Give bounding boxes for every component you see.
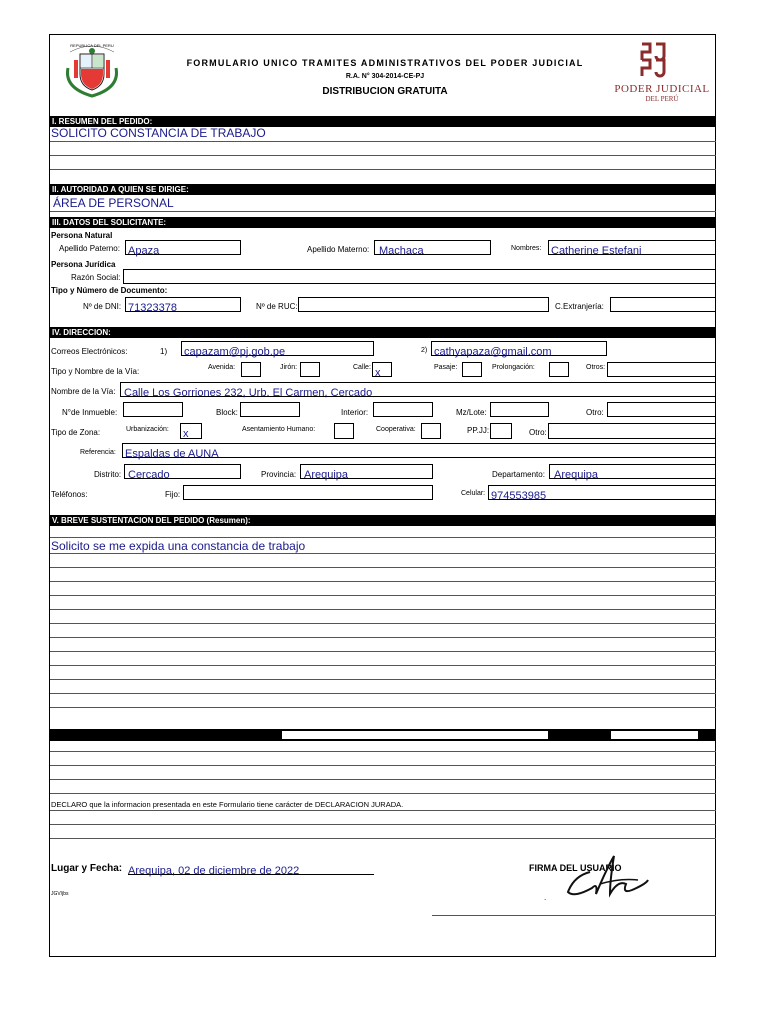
asentamiento-label: Asentamiento Humano:	[242, 426, 316, 433]
section-1-header: I. RESUMEN DEL PEDIDO:	[50, 116, 716, 127]
divider	[50, 679, 716, 680]
departamento-field[interactable]	[549, 464, 716, 479]
pasaje-checkbox[interactable]	[462, 362, 482, 377]
signature-line	[432, 915, 716, 916]
tipo-zona-label: Tipo de Zona:	[51, 428, 101, 437]
divider	[50, 169, 716, 170]
section-4-header: IV. DIRECCION:	[50, 327, 716, 338]
fijo-label: Fijo:	[165, 490, 181, 499]
prolongacion-checkbox[interactable]	[549, 362, 569, 377]
mzlote-field[interactable]	[490, 402, 549, 417]
pasaje-label: Pasaje:	[434, 364, 458, 371]
divider	[50, 765, 716, 766]
otro-label: Otro:	[586, 408, 604, 417]
resolution-number: R.A. N° 304-2014-CE-PJ	[345, 73, 425, 80]
avenida-label: Avenida:	[208, 364, 236, 371]
divider	[50, 793, 716, 794]
nombre-via-label: Nombre de la Vía:	[51, 387, 116, 396]
divider	[50, 651, 716, 652]
apellido-materno-value: Machaca	[379, 245, 424, 257]
divider	[50, 637, 716, 638]
calle-label: Calle:	[353, 364, 371, 371]
divider	[50, 595, 716, 596]
otros-field[interactable]	[607, 362, 716, 377]
departamento-label: Departamento:	[492, 470, 545, 479]
inmueble-label: N°de Inmueble:	[62, 408, 118, 417]
divider	[50, 693, 716, 694]
divider	[50, 751, 716, 752]
logo-name: PODER JUDICIAL	[614, 83, 710, 95]
apellido-paterno-label: Apellido Paterno:	[59, 244, 120, 253]
cooperativa-label: Cooperativa:	[376, 426, 416, 433]
autoridad-value[interactable]: ÁREA DE PERSONAL	[53, 196, 174, 210]
lugar-fecha-value: Arequipa, 02 de diciembre de 2022	[128, 865, 300, 877]
calle-checkbox[interactable]	[372, 362, 392, 377]
divider	[50, 779, 716, 780]
urbanizacion-mark: x	[183, 428, 189, 440]
tipo-documento-label: Tipo y Número de Documento:	[51, 286, 168, 295]
fijo-field[interactable]	[183, 485, 433, 500]
otro-zona-field[interactable]	[548, 423, 716, 439]
otro-zona-label: Otro:	[529, 428, 547, 437]
block-field[interactable]	[240, 402, 300, 417]
divider	[50, 609, 716, 610]
divider	[50, 665, 716, 666]
declaracion-text: DECLARO que la informacion presentada en este Formulario tiene carácter de DECLARACION JURADA.	[51, 800, 404, 809]
razon-social-label: Razón Social:	[71, 273, 121, 282]
distrito-field[interactable]	[124, 464, 241, 479]
inmueble-field[interactable]	[123, 402, 183, 417]
celular-field[interactable]	[488, 485, 716, 500]
nombre-via-field[interactable]	[120, 382, 716, 397]
peru-seal	[60, 38, 124, 100]
telefonos-label: Teléfonos:	[51, 490, 88, 499]
divider	[50, 567, 716, 568]
urbanizacion-checkbox[interactable]	[180, 423, 202, 439]
resumen-value[interactable]: SOLICITO CONSTANCIA DE TRABAJO	[51, 126, 266, 140]
dni-value: 71323378	[128, 302, 177, 314]
divider	[50, 537, 716, 538]
signature	[560, 850, 660, 902]
email-1-field[interactable]	[181, 341, 374, 356]
prolongacion-label: Prolongación:	[492, 364, 535, 371]
dni-label: Nº de DNI:	[83, 302, 122, 311]
asentamiento-checkbox[interactable]	[334, 423, 354, 439]
apellido-paterno-field[interactable]	[125, 240, 241, 255]
referencia-value: Espaldas de AUNA	[125, 448, 219, 460]
svg-text:REPUBLICA DEL PERU: REPUBLICA DEL PERU	[70, 43, 114, 48]
apellido-materno-label: Apellido Materno:	[307, 245, 370, 254]
section-2-header: II. AUTORIDAD A QUIEN SE DIRIGE:	[50, 184, 716, 195]
block-label: Block:	[216, 408, 238, 417]
apellido-paterno-value: Apaza	[128, 245, 160, 257]
ruc-label: Nº de RUC:	[256, 302, 298, 311]
ruc-field[interactable]	[298, 297, 549, 312]
jiron-label: Jirón:	[280, 364, 298, 371]
lugar-fecha-label: Lugar y Fecha:	[51, 863, 123, 874]
initials: JGV/jbs	[51, 891, 69, 897]
provincia-field[interactable]	[300, 464, 433, 479]
strip-box-1	[282, 731, 548, 739]
divider	[50, 581, 716, 582]
apellido-materno-field[interactable]	[374, 240, 491, 255]
persona-natural-label: Persona Natural	[51, 231, 113, 240]
divider	[50, 824, 716, 825]
calle-mark: x	[375, 367, 381, 379]
interior-label: Interior:	[341, 408, 369, 417]
otro-field[interactable]	[607, 402, 716, 417]
interior-field[interactable]	[373, 402, 433, 417]
correos-label: Correos Electrónicos:	[51, 347, 128, 356]
strip-box-2	[611, 731, 698, 739]
cooperativa-checkbox[interactable]	[421, 423, 441, 439]
ppjj-label: PP.JJ:	[467, 426, 490, 435]
poder-judicial-logo	[612, 40, 712, 114]
email-1-number: 1)	[160, 347, 168, 356]
departamento-value: Arequipa	[554, 469, 599, 481]
sustentacion-text[interactable]: Solicito se me expida una constancia de trabajo	[51, 539, 306, 553]
provincia-value: Arequipa	[304, 469, 349, 481]
carnet-extranjeria-label: C.Extranjería:	[555, 302, 604, 311]
tipo-via-label: Tipo y Nombre de la Vía:	[51, 367, 140, 376]
mzlote-label: Mz/Lote:	[456, 408, 487, 417]
email-2-value: cathyapaza@gmail.com	[434, 346, 552, 358]
distribution-note: DISTRIBUCION GRATUITA	[322, 86, 448, 97]
urbanizacion-label: Urbanización:	[126, 426, 169, 433]
logo-sub: DEL PERÚ	[645, 95, 679, 103]
divider	[50, 623, 716, 624]
distrito-label: Distrito:	[94, 470, 122, 479]
firma-label: FIRMA DEL USUARIO	[529, 863, 622, 873]
divider	[50, 211, 716, 212]
lugar-fecha-field[interactable]	[128, 861, 374, 875]
nombre-via-value: Calle Los Gorriones 232, Urb. El Carmen, Cercado	[124, 387, 373, 399]
razon-social-field[interactable]	[123, 269, 716, 284]
distrito-value: Cercado	[128, 469, 170, 481]
divider	[50, 155, 716, 156]
jiron-checkbox[interactable]	[300, 362, 320, 377]
divider	[50, 141, 716, 142]
otros-label: Otros:	[586, 364, 606, 371]
divider	[50, 707, 716, 708]
dni-field[interactable]	[125, 297, 241, 312]
email-1-value: capazam@pj.gob.pe	[184, 346, 286, 358]
email-2-field[interactable]	[431, 341, 607, 356]
email-2-number: 2)	[421, 347, 428, 354]
celular-value: 974553985	[491, 490, 547, 502]
nombres-label: Nombres:	[511, 245, 542, 252]
divider	[50, 838, 716, 839]
celular-label: Celular:	[461, 490, 486, 497]
section-3-header: III. DATOS DEL SOLICITANTE:	[50, 217, 716, 228]
nombres-value: Catherine Estefani	[551, 245, 642, 257]
form-title: FORMULARIO UNICO TRAMITES ADMINISTRATIVOS DEL PODER JUDICIAL	[186, 58, 584, 68]
signature-dot: .	[544, 893, 547, 902]
referencia-field[interactable]	[122, 443, 716, 458]
ppjj-checkbox[interactable]	[490, 423, 512, 439]
referencia-label: Referencia:	[80, 449, 116, 456]
persona-juridica-label: Persona Jurídica	[51, 260, 116, 269]
avenida-checkbox[interactable]	[241, 362, 261, 377]
carnet-extranjeria-field[interactable]	[610, 297, 716, 312]
section-5-header: V. BREVE SUSTENTACION DEL PEDIDO (Resumen):	[50, 515, 716, 526]
divider	[50, 553, 716, 554]
provincia-label: Provincia:	[261, 470, 297, 479]
divider	[50, 810, 716, 811]
nombres-field[interactable]	[548, 240, 716, 255]
